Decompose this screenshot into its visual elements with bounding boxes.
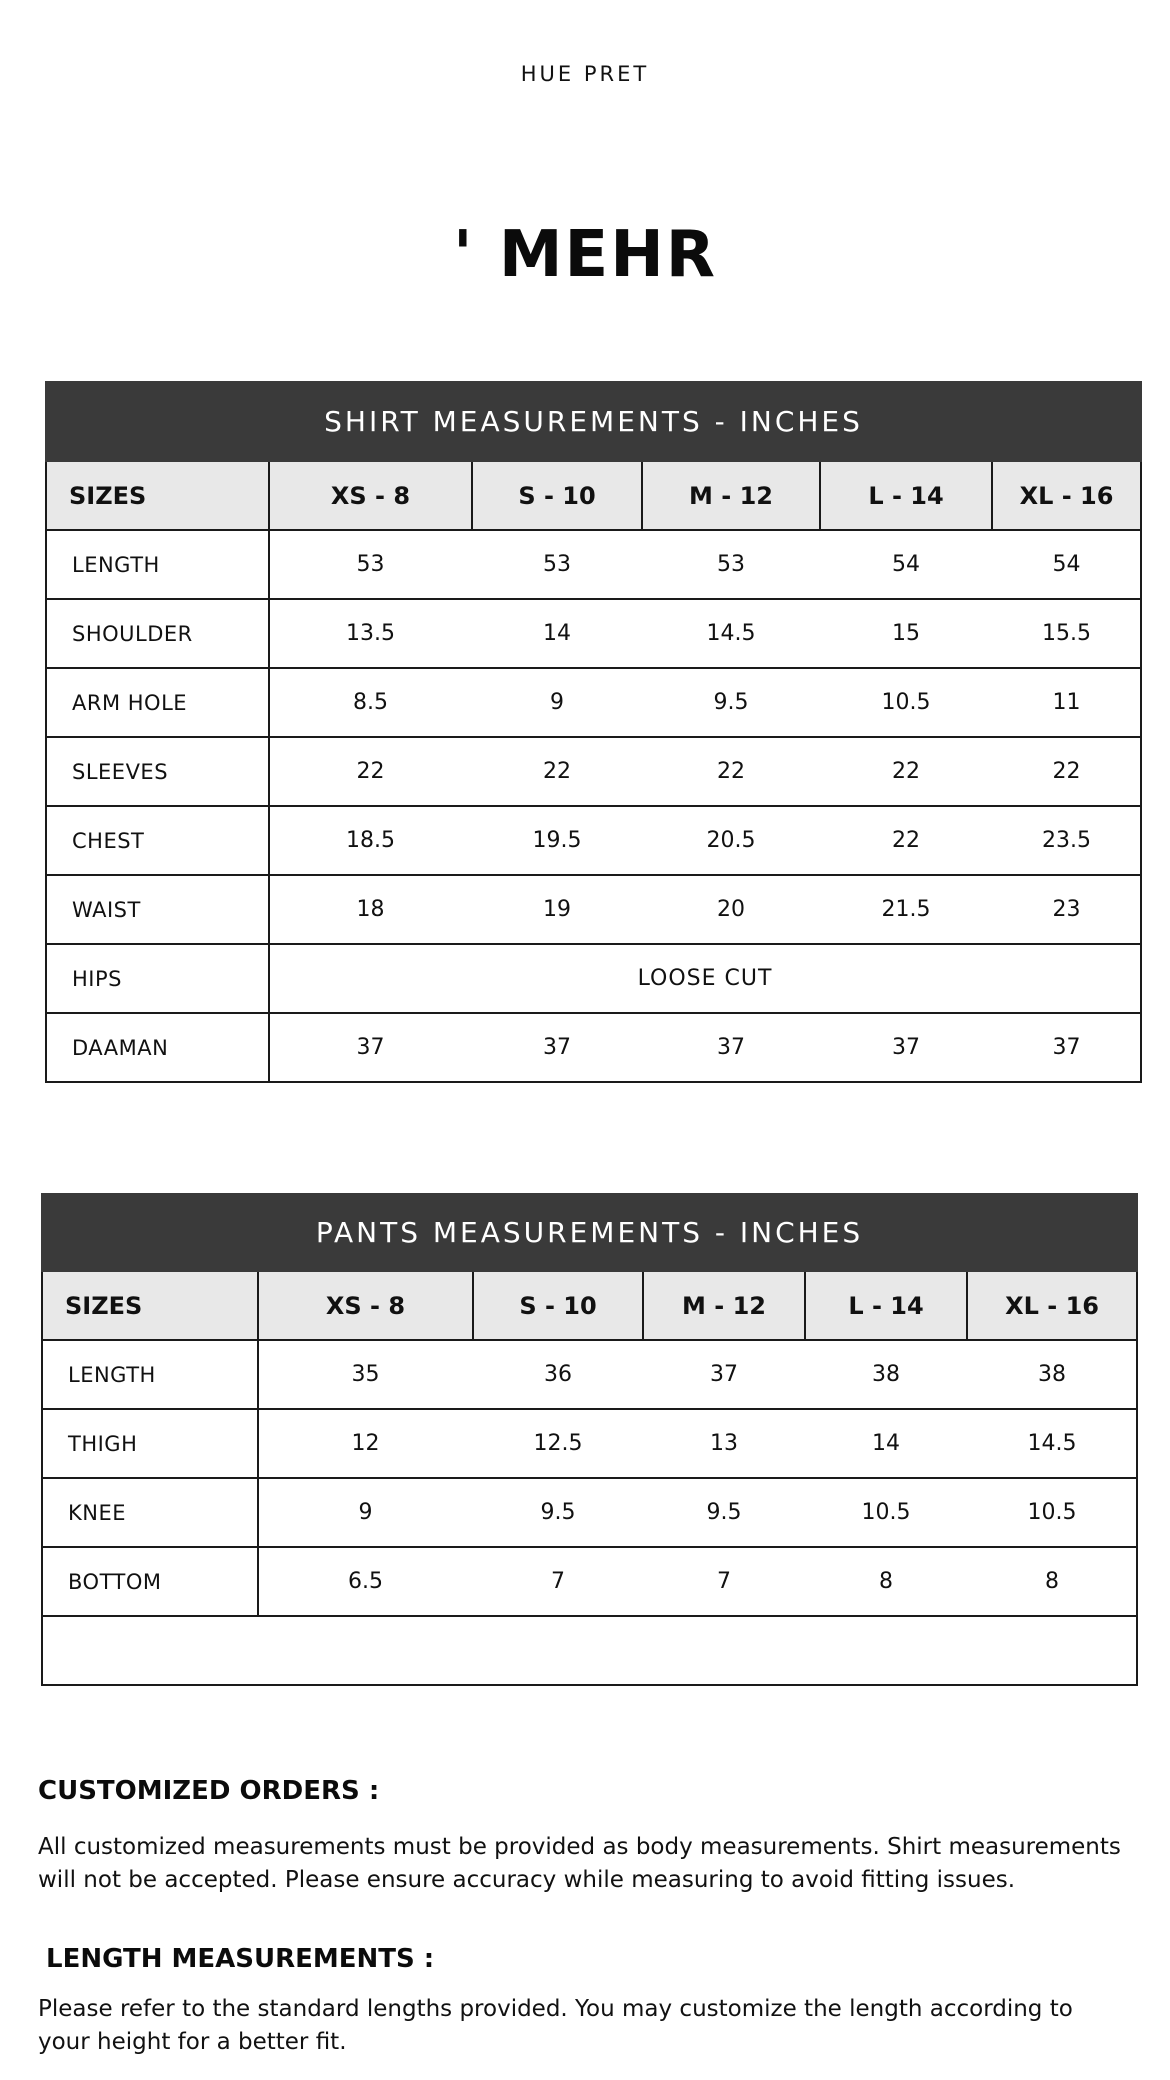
row-label: KNEE [42, 1478, 258, 1547]
cell-value: 12.5 [473, 1409, 643, 1478]
cell-value: 20 [642, 875, 820, 944]
pants-size-l: L - 14 [805, 1271, 967, 1340]
cell-value: 37 [269, 1013, 472, 1082]
pants-size-xl: XL - 16 [967, 1271, 1137, 1340]
pants-table-title: PANTS MEASUREMENTS - INCHES [42, 1194, 1137, 1271]
pants-size-s: S - 10 [473, 1271, 643, 1340]
cell-value: 53 [269, 530, 472, 599]
cell-value: 37 [992, 1013, 1141, 1082]
row-label: SHOULDER [46, 599, 269, 668]
shirt-size-m: M - 12 [642, 461, 820, 530]
table-row [46, 737, 1141, 806]
table-row [46, 599, 1141, 668]
table-row [46, 1013, 1141, 1082]
cell-value: 8.5 [269, 668, 472, 737]
table-row [42, 1340, 1137, 1409]
cell-value: 23 [992, 875, 1141, 944]
row-label: DAAMAN [46, 1013, 269, 1082]
cell-value: 9.5 [643, 1478, 805, 1547]
shirt-size-xs: XS - 8 [269, 461, 472, 530]
cell-value: 9.5 [642, 668, 820, 737]
cell-value: 13.5 [269, 599, 472, 668]
length-measurements-heading: LENGTH MEASUREMENTS : [46, 1944, 435, 1974]
cell-value: 6.5 [258, 1547, 473, 1616]
empty-row [42, 1616, 1137, 1685]
customized-orders-text: All customized measurements must be provided as body measurements. Shirt measurements will not be accepted. Please ensure accuracy while measuring to avoid fitting issues. [38, 1834, 1121, 1893]
cell-value: 22 [820, 806, 992, 875]
table-row [46, 875, 1141, 944]
cell-value: 53 [642, 530, 820, 599]
empty-cell [42, 1616, 1137, 1685]
product-title: ' MEHR [452, 218, 718, 292]
table-row [42, 1478, 1137, 1547]
cell-value: 19.5 [472, 806, 642, 875]
cell-value: 19 [472, 875, 642, 944]
row-label: LENGTH [46, 530, 269, 599]
cell-value: 9 [258, 1478, 473, 1547]
cell-value: 7 [473, 1547, 643, 1616]
cell-value: 18 [269, 875, 472, 944]
table-row [46, 806, 1141, 875]
cell-value: 53 [472, 530, 642, 599]
cell-value: 20.5 [642, 806, 820, 875]
cell-value: 54 [820, 530, 992, 599]
cell-value: 15 [820, 599, 992, 668]
loose-cut-value: LOOSE CUT [269, 944, 1141, 1013]
brand-name: HUE PRET [520, 62, 650, 86]
cell-value: 8 [967, 1547, 1137, 1616]
table-row [42, 1547, 1137, 1616]
cell-value: 37 [472, 1013, 642, 1082]
row-label: HIPS [46, 944, 269, 1013]
cell-value: 10.5 [820, 668, 992, 737]
cell-value: 22 [992, 737, 1141, 806]
row-label: ARM HOLE [46, 668, 269, 737]
cell-value: 37 [642, 1013, 820, 1082]
cell-value: 7 [643, 1547, 805, 1616]
cell-value: 22 [269, 737, 472, 806]
cell-value: 10.5 [805, 1478, 967, 1547]
cell-value: 15.5 [992, 599, 1141, 668]
cell-value: 11 [992, 668, 1141, 737]
table-row [46, 668, 1141, 737]
cell-value: 14 [472, 599, 642, 668]
cell-value: 35 [258, 1340, 473, 1409]
cell-value: 22 [472, 737, 642, 806]
cell-value: 14.5 [967, 1409, 1137, 1478]
pants-sizes-label: SIZES [42, 1271, 258, 1340]
cell-value: 21.5 [820, 875, 992, 944]
row-label: CHEST [46, 806, 269, 875]
cell-value: 36 [473, 1340, 643, 1409]
cell-value: 9.5 [473, 1478, 643, 1547]
shirt-table-title: SHIRT MEASUREMENTS - INCHES [46, 382, 1141, 461]
cell-value: 38 [967, 1340, 1137, 1409]
pants-size-xs: XS - 8 [258, 1271, 473, 1340]
row-label: BOTTOM [42, 1547, 258, 1616]
shirt-size-l: L - 14 [820, 461, 992, 530]
customized-orders-heading: CUSTOMIZED ORDERS : [38, 1776, 380, 1806]
table-row [46, 944, 1141, 1013]
pants-measurements-table [41, 1193, 1138, 1686]
table-row [46, 530, 1141, 599]
row-label: WAIST [46, 875, 269, 944]
cell-value: 14 [805, 1409, 967, 1478]
cell-value: 13 [643, 1409, 805, 1478]
row-label: SLEEVES [46, 737, 269, 806]
shirt-measurements-table [45, 381, 1142, 1083]
cell-value: 54 [992, 530, 1141, 599]
shirt-size-xl: XL - 16 [992, 461, 1141, 530]
cell-value: 22 [820, 737, 992, 806]
table-row [42, 1409, 1137, 1478]
cell-value: 8 [805, 1547, 967, 1616]
cell-value: 14.5 [642, 599, 820, 668]
cell-value: 37 [643, 1340, 805, 1409]
shirt-size-s: S - 10 [472, 461, 642, 530]
length-measurements-text: Please refer to the standard lengths provided. You may customize the length according to your height for a better fit. [38, 1996, 1073, 2055]
cell-value: 18.5 [269, 806, 472, 875]
cell-value: 10.5 [967, 1478, 1137, 1547]
cell-value: 9 [472, 668, 642, 737]
pants-size-m: M - 12 [643, 1271, 805, 1340]
cell-value: 12 [258, 1409, 473, 1478]
cell-value: 38 [805, 1340, 967, 1409]
shirt-sizes-label: SIZES [46, 461, 269, 530]
row-label: THIGH [42, 1409, 258, 1478]
cell-value: 22 [642, 737, 820, 806]
cell-value: 23.5 [992, 806, 1141, 875]
cell-value: 37 [820, 1013, 992, 1082]
row-label: LENGTH [42, 1340, 258, 1409]
